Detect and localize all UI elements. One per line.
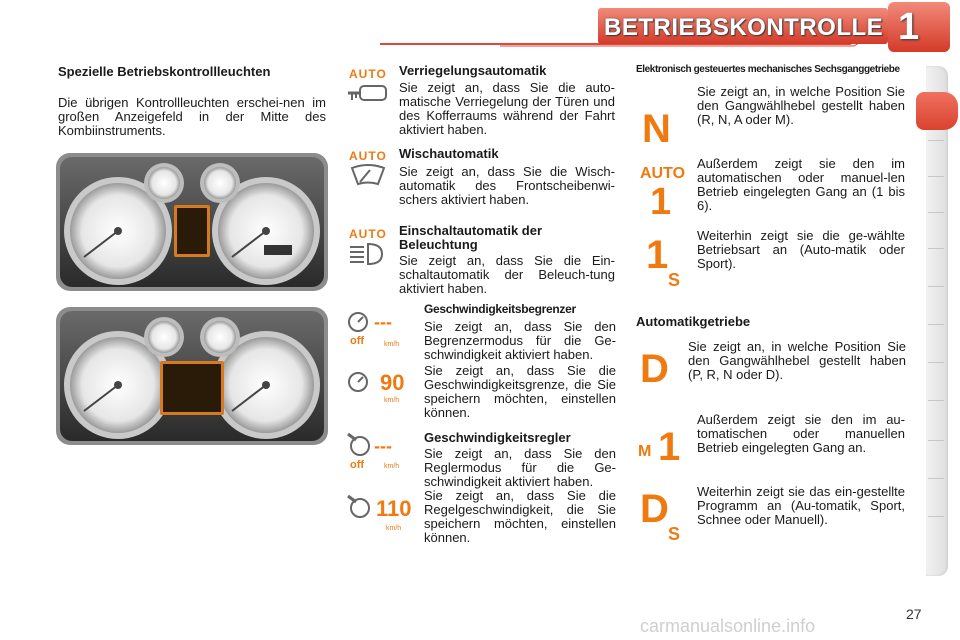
tab-divider bbox=[928, 516, 944, 517]
auto-text-1: Sie zeigt an, in welche Position Sie den Gangwählhebel gestellt haben (P, R, N oder D). bbox=[688, 339, 906, 382]
cruise-control-off-icon bbox=[344, 428, 414, 474]
lights-text: Sie zeigt an, dass Sie die Ein-schaltautomatik der Beleuch-tung aktiviert haben. bbox=[399, 253, 615, 296]
tab-divider bbox=[928, 324, 944, 325]
svg-text:1: 1 bbox=[650, 181, 672, 216]
lock-heading: Verriegelungsautomatik bbox=[399, 63, 547, 78]
tab-divider bbox=[928, 400, 944, 401]
svg-text:D: D bbox=[640, 347, 669, 388]
svg-text:AUTO: AUTO bbox=[349, 227, 387, 241]
gear-1-sport-indicator bbox=[640, 228, 690, 290]
limiter-heading: Geschwindigkeitsbegrenzer bbox=[424, 302, 576, 316]
cruise-dashes: --- bbox=[374, 436, 392, 456]
active-chapter-tab bbox=[916, 92, 958, 130]
auto-wiper-icon bbox=[346, 148, 390, 190]
section-text: Die übrigen Kontrollleuchten erschei-nen im großen Anzeigefeld in der Mitte des Kombiinstruments. bbox=[58, 95, 326, 138]
section-heading: Spezielle Betriebskontrollleuchten bbox=[58, 64, 271, 79]
svg-text:N: N bbox=[642, 107, 671, 148]
gear-d-sport-indicator bbox=[638, 484, 694, 544]
svg-text:1: 1 bbox=[658, 425, 681, 468]
auto-door-lock-icon bbox=[346, 66, 390, 106]
gearbox-heading: Elektronisch gesteuertes mechanisches Sechsganggetriebe bbox=[636, 64, 900, 75]
speed-limiter-value-icon bbox=[344, 366, 414, 410]
wiper-heading: Wischautomatik bbox=[399, 146, 499, 161]
limiter-off-label: off bbox=[350, 335, 365, 347]
watermark: carmanualsonline.info bbox=[640, 616, 816, 636]
svg-text:1: 1 bbox=[646, 233, 669, 277]
tab-divider bbox=[928, 440, 944, 441]
limiter-speed: 90 bbox=[380, 370, 405, 395]
svg-text:S: S bbox=[668, 524, 681, 544]
gear-text-1: Sie zeigt an, in welche Position Sie den Gangwählhebel gestellt haben (R, N, A oder M). bbox=[697, 84, 905, 127]
cruise-speed: 110 bbox=[376, 496, 412, 521]
svg-text:M: M bbox=[638, 443, 652, 460]
auto-headlamp-icon bbox=[346, 226, 390, 268]
tab-divider bbox=[928, 248, 944, 249]
wiper-text: Sie zeigt an, dass Sie die Wisch-automatik des Frontscheibenwi-schers aktiviert haben. bbox=[399, 164, 615, 207]
cruise-off-label: off bbox=[350, 459, 365, 471]
tab-divider bbox=[928, 286, 944, 287]
gear-text-3: Weiterhin zeigt sie die ge-wählte Betriebsart an (Auto-matik oder Sport). bbox=[697, 228, 905, 271]
cruise-text-1: Sie zeigt an, dass Sie den Reglermodus für die Ge-schwindigkeit aktiviert haben. bbox=[424, 446, 616, 489]
tab-divider bbox=[928, 362, 944, 363]
svg-text:S: S bbox=[668, 270, 681, 290]
chapter-number: 1 bbox=[898, 6, 920, 48]
page-number: 27 bbox=[906, 606, 922, 622]
speed-limiter-off-icon bbox=[344, 306, 414, 352]
svg-text:AUTO: AUTO bbox=[349, 67, 387, 81]
cruise-unit: km/h bbox=[386, 525, 402, 532]
auto-text-2: Außerdem zeigt sie den im au-tomatischen oder manuellen Betrieb eingelegten Gang an. bbox=[697, 412, 905, 455]
auto-gearbox-heading: Automatikgetriebe bbox=[636, 314, 751, 329]
gear-n-indicator bbox=[640, 104, 684, 148]
chapter-tab-rail bbox=[926, 66, 948, 576]
limiter-unit: km/h bbox=[384, 397, 400, 404]
limiter-dashes: --- bbox=[374, 312, 392, 332]
tab-divider bbox=[928, 478, 944, 479]
gear-text-2: Außerdem zeigt sie den im automatischen oder manuel-len Betrieb eingelegten Gang an (1 bis 6). bbox=[697, 156, 905, 213]
tab-divider bbox=[928, 140, 944, 141]
tab-divider bbox=[928, 176, 944, 177]
gear-d-indicator bbox=[638, 342, 678, 388]
gear-m1-indicator bbox=[636, 418, 690, 468]
limiter-text-2: Sie zeigt an, dass Sie die Geschwindigkeitsgrenze, die Sie speichern möchten, einstellen können. bbox=[424, 363, 616, 420]
tab-divider bbox=[928, 212, 944, 213]
cruise-heading: Geschwindigkeitsregler bbox=[424, 430, 571, 445]
svg-text:AUTO: AUTO bbox=[640, 165, 686, 182]
gear-auto-1-indicator bbox=[640, 162, 686, 216]
svg-text:AUTO: AUTO bbox=[349, 149, 387, 163]
instrument-cluster-image bbox=[56, 307, 328, 445]
lights-heading: Einschaltautomatik der Beleuchtung bbox=[399, 223, 543, 252]
page-title: BETRIEBSKONTROLLE bbox=[604, 14, 884, 41]
cruise-text-2: Sie zeigt an, dass Sie die Regelgeschwindigkeit, die Sie speichern möchten, einstellen können. bbox=[424, 488, 616, 545]
cruise-unit: km/h bbox=[384, 463, 400, 470]
lock-text: Sie zeigt an, dass Sie die auto-matische Verriegelung der Türen und des Kofferraums während der Fahrt aktiviert haben. bbox=[399, 80, 615, 137]
limiter-unit: km/h bbox=[384, 341, 400, 348]
instrument-cluster-image bbox=[56, 153, 328, 291]
cruise-control-value-icon bbox=[344, 490, 418, 536]
auto-text-3: Weiterhin zeigt sie das ein-gestellte Programm an (Au-tomatik, Sport, Schnee oder Manuell). bbox=[697, 484, 905, 527]
svg-text:D: D bbox=[640, 487, 669, 531]
limiter-text-1: Sie zeigt an, dass Sie den Begrenzermodus für die Ge-schwindigkeit aktiviert haben. bbox=[424, 319, 616, 362]
